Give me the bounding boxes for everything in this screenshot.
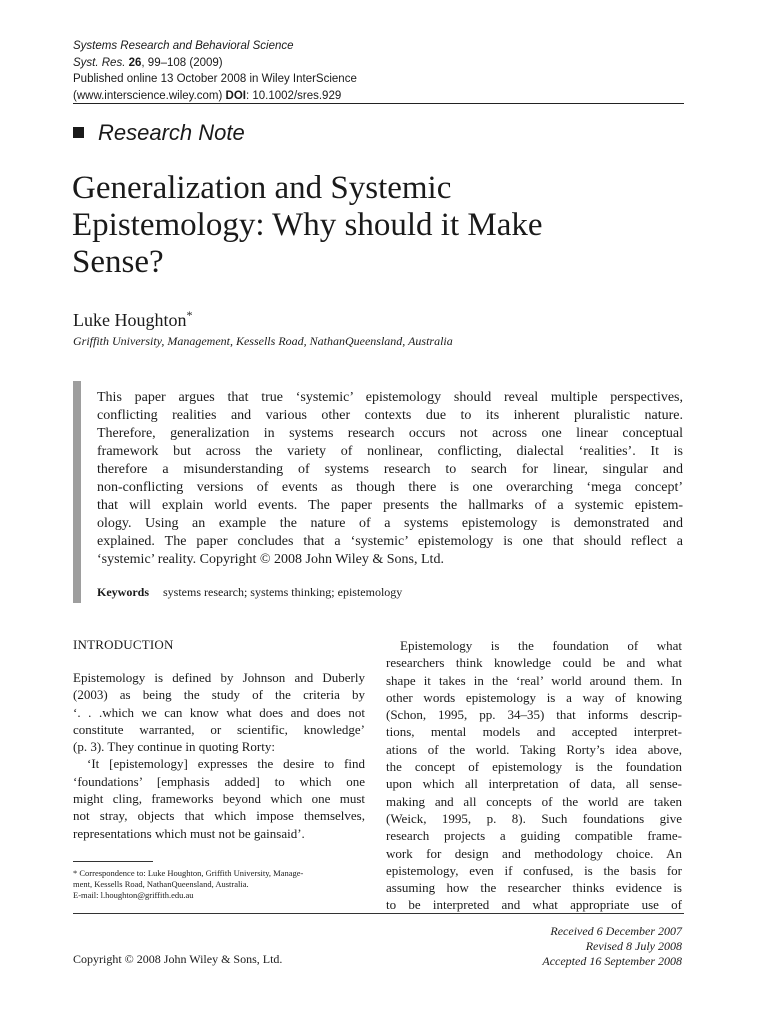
- section-type-label: Research Note: [98, 120, 245, 145]
- body-line: not stray, objects that which impose themselves,: [73, 808, 365, 824]
- body-line: ‘foundations’ [emphasis added] to which one: [73, 773, 365, 789]
- article-dates: [480, 924, 682, 969]
- title-line: Sense?: [72, 244, 164, 280]
- body-line: research projects a guiding compatible frame-: [386, 828, 682, 844]
- abstract-line: ‘systemic’ reality. Copyright © 2008 John Wiley & Sons, Ltd.: [97, 552, 444, 567]
- section-heading: INTRODUCTION: [73, 637, 174, 652]
- body-line: Epistemology is defined by Johnson and Duberly: [73, 670, 365, 685]
- journal-volume: 26: [128, 56, 142, 69]
- footnote-rule: [73, 861, 153, 862]
- section-type: [73, 119, 245, 147]
- footer-rule: [73, 913, 684, 914]
- abstract-line: that will explain world events. The paper presents the hallmarks of a systemic epistem-: [97, 498, 683, 513]
- keywords-list: systems research; systems thinking; epistemology: [163, 585, 403, 599]
- doi-label: DOI: [225, 89, 246, 102]
- accepted-date: Accepted 16 September 2008: [542, 954, 682, 968]
- keywords: [97, 584, 402, 600]
- body-line: other words epistemology is a way of knowing: [386, 689, 682, 705]
- author-footnote-mark: *: [186, 308, 193, 322]
- abstract-sidebar: [73, 381, 81, 603]
- body-line: to be interpreted and what appropriate use of: [386, 897, 682, 913]
- keywords-label: Keywords: [97, 585, 149, 599]
- body-line: tions, mental models and accepted interpret-: [386, 724, 682, 740]
- body-line: ‘It [epistemology] expresses the desire to find: [87, 756, 365, 772]
- body-line: the concept of epistemology is the foundation: [386, 759, 682, 775]
- body-line: ‘. . .which we can know what does and does not: [73, 704, 365, 720]
- journal-abbrev: Syst. Res.: [73, 56, 126, 69]
- body-line: (p. 3). They continue in quoting Rorty:: [73, 739, 275, 755]
- body-line: (2003) as being the study of the criteria by: [73, 687, 365, 703]
- title-line: Epistemology: Why should it Make: [72, 207, 543, 243]
- body-line: constitute warranted, or scientific, knowledge’: [73, 721, 365, 737]
- abstract-line: explained. The paper concludes that a ‘systemic’ epistemology is one that should reflect a: [97, 534, 683, 549]
- body-line: representations which must not be gainsaid’.: [73, 825, 305, 841]
- journal-pages: , 99–108 (2009): [141, 56, 223, 69]
- body-line: ations of the world. Taking Rorty’s idea above,: [386, 741, 682, 757]
- body-line: upon which all interpretation of data, all sense-: [386, 776, 682, 792]
- copyright: Copyright © 2008 John Wiley & Sons, Ltd.: [73, 952, 283, 966]
- body-left-column: [73, 669, 365, 842]
- journal-header: [73, 38, 713, 104]
- title-line: Generalization and Systemic: [72, 170, 452, 206]
- author-name: Luke Houghton: [73, 310, 187, 330]
- body-line: (Schon, 1995, pp. 34–35) that informs descrip-: [386, 707, 682, 723]
- square-bullet-icon: [73, 127, 84, 138]
- abstract-line: non-conflicting versions of events as though there is one overarching ‘mega concept’: [97, 480, 683, 495]
- body-right-column: [386, 637, 682, 914]
- body-line: epistemology, even if confused, is the basis for: [386, 862, 682, 878]
- footnote: [73, 868, 365, 901]
- affiliation: Griffith University, Management, Kessells Road, NathanQueensland, Australia: [73, 334, 453, 348]
- doi-line: [73, 88, 713, 105]
- body-line: researchers think knowledge could be and what: [386, 655, 682, 671]
- footnote-line: ment, Kessells Road, NathanQueensland, Australia.: [73, 879, 249, 889]
- journal-name: Systems Research and Behavioral Science: [73, 40, 294, 52]
- header-rule: [73, 103, 684, 104]
- revised-date: Revised 8 July 2008: [585, 939, 682, 953]
- abstract-line: ology. Using an example the nature of a systems epistemology is demonstrated and: [97, 516, 683, 531]
- body-line: might cling, frameworks beyond which one must: [73, 791, 365, 807]
- received-date: Received 6 December 2007: [550, 924, 682, 938]
- body-line: making and all concepts of the world are taken: [386, 793, 682, 809]
- body-line: Epistemology is the foundation of what: [400, 638, 682, 653]
- body-line: assuming how the researcher thinks evidence is: [386, 880, 682, 896]
- body-line: shape it takes in the ‘real’ world around them. In: [386, 672, 682, 688]
- journal-citation: [73, 55, 713, 72]
- abstract-line: framework but across the variety of nonlinear, conflicting, dialectal ‘realities’. It is: [97, 444, 683, 459]
- journal-url: (www.interscience.wiley.com): [73, 89, 223, 102]
- abstract-line: Therefore, generalization in systems research occurs not across one linear conceptual: [97, 426, 683, 441]
- body-line: (Weick, 1995, p. 8). Such foundations give: [386, 810, 682, 826]
- footnote-line: E-mail: l.houghton@griffith.edu.au: [73, 890, 194, 900]
- abstract-line: This paper argues that true ‘systemic’ epistemology should reveal multiple perspectives,: [97, 390, 683, 405]
- abstract-line: therefore a misunderstanding of systems research to search for linear, singular and: [97, 462, 683, 477]
- abstract: [97, 389, 683, 569]
- publication-info: Published online 13 October 2008 in Wiley InterScience: [73, 73, 357, 85]
- abstract-line: conflicting realities and various other contexts due to its inherent pluralistic nature.: [97, 408, 683, 423]
- body-line: work for design and methodology choice. An: [386, 845, 682, 861]
- author: [73, 304, 192, 331]
- article-title: [72, 170, 692, 281]
- doi-value: : 10.1002/sres.929: [245, 89, 342, 102]
- footnote-line: * Correspondence to: Luke Houghton, Griffith University, Manage-: [73, 868, 304, 878]
